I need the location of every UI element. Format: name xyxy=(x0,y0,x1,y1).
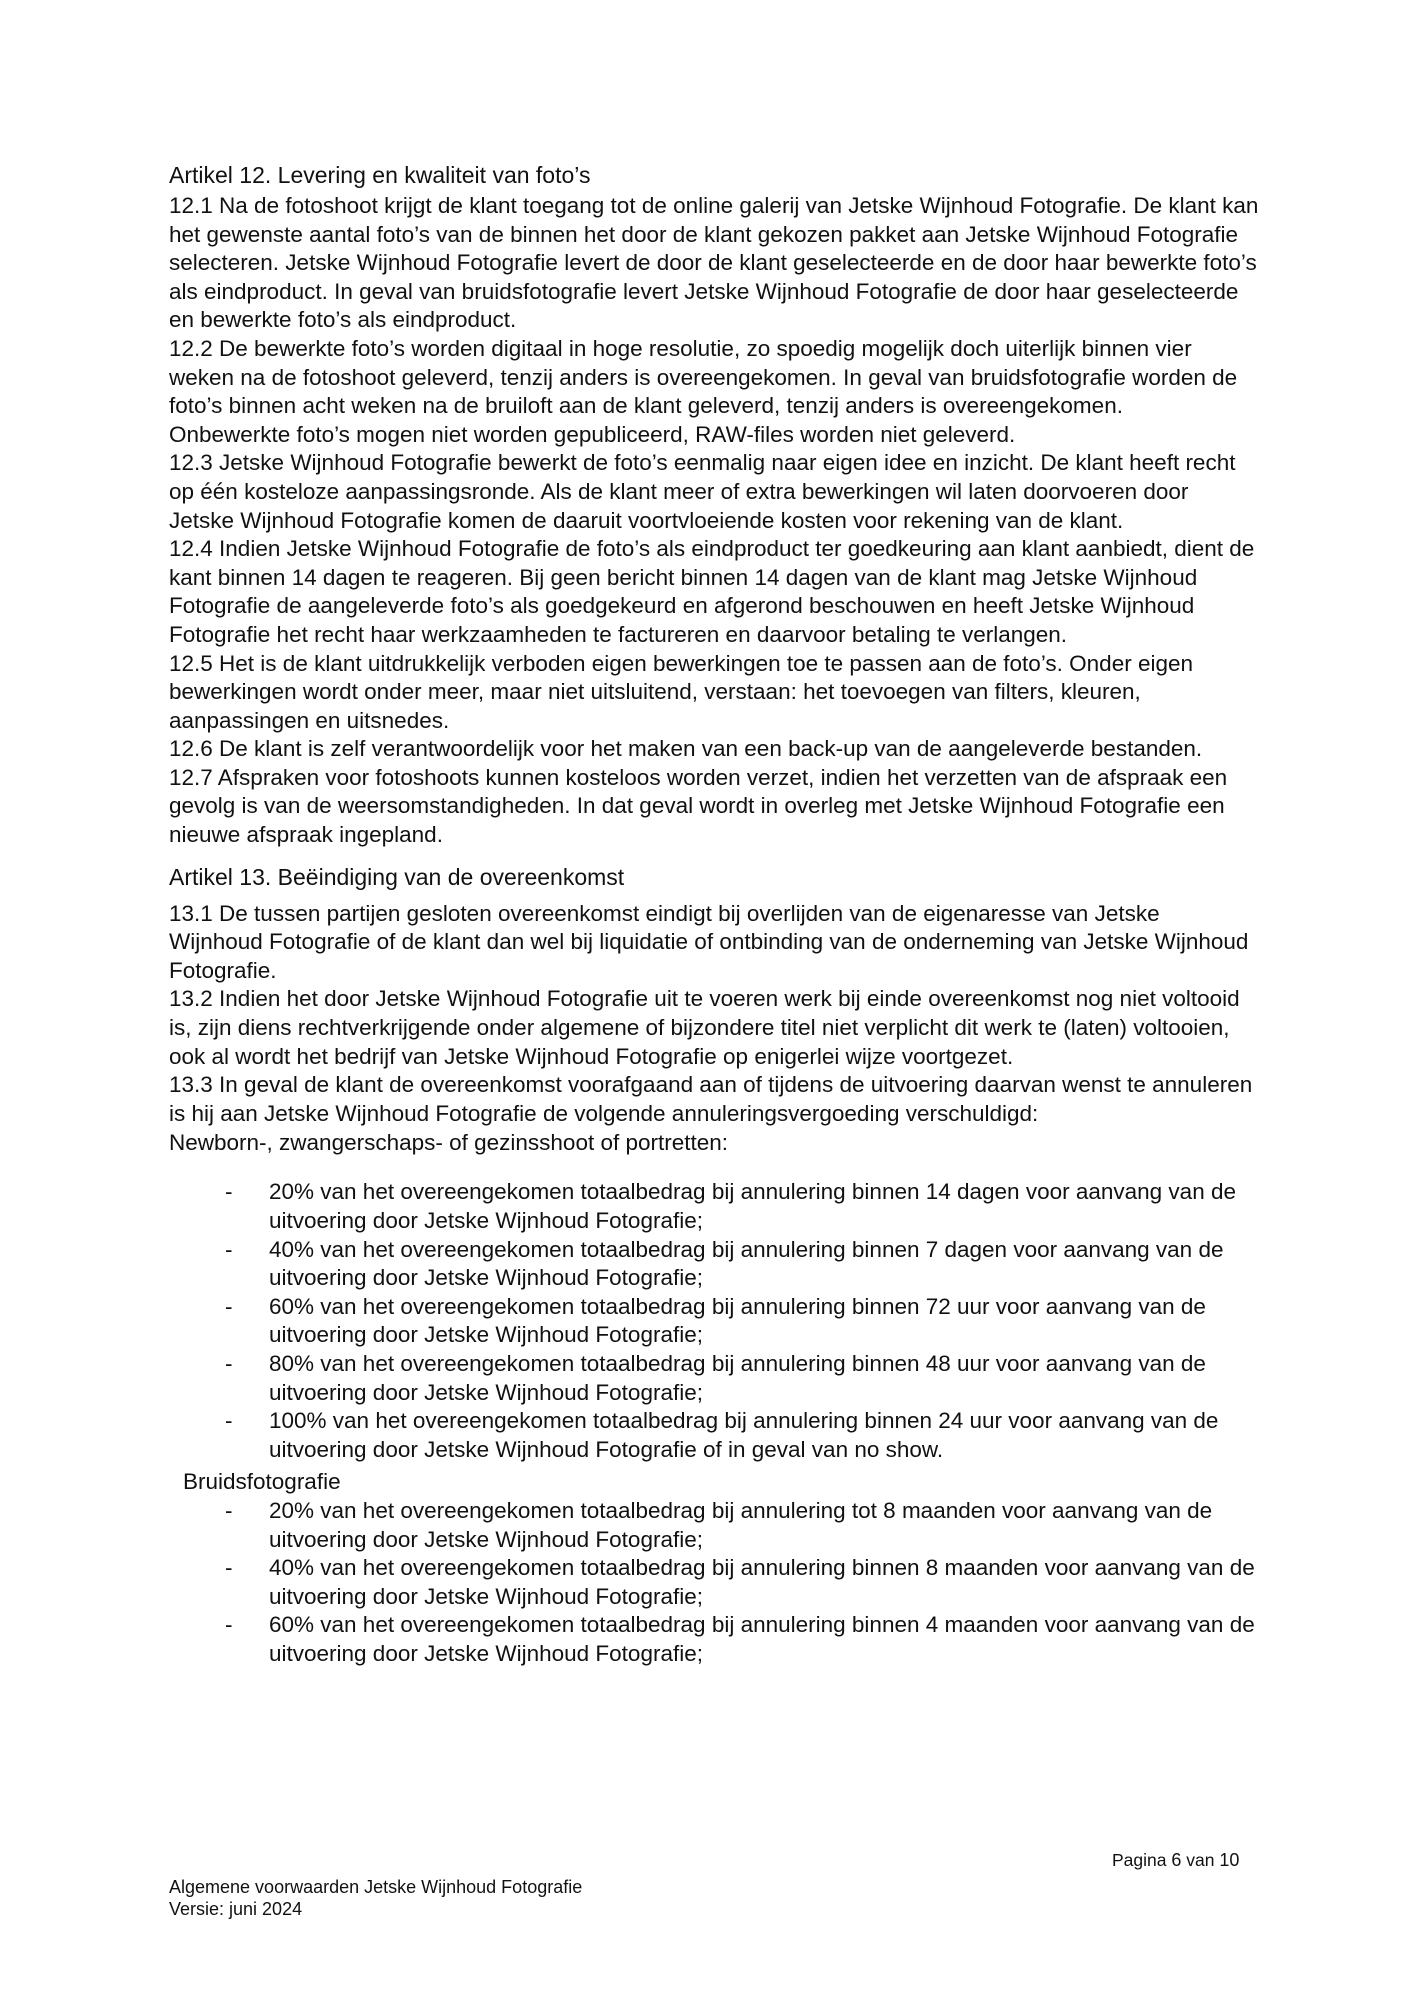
list-item xyxy=(169,1407,1259,1464)
list-item xyxy=(169,1611,1259,1668)
list-item xyxy=(169,1236,1259,1293)
list-item xyxy=(169,1554,1259,1611)
bruidsfotografie-title: Bruidsfotografie xyxy=(183,1469,341,1495)
list-item xyxy=(169,1178,1259,1235)
article-12 xyxy=(169,160,1259,850)
article-12-title: Artikel 12. Levering en kwaliteit van foto’s xyxy=(169,162,591,188)
list-item xyxy=(169,1497,1259,1554)
article-13 xyxy=(169,862,1259,1669)
dash-bullet: - xyxy=(225,1350,233,1376)
total-pages: 10 xyxy=(1219,1850,1240,1870)
newborn-cancellation-list xyxy=(169,1178,1259,1464)
paragraph-13-1: 13.1 De tussen partijen gesloten overeenkomst eindigt bij overlijden van de eigenaresse van Jetske Wijnhoud Fotografie of de klant dan wel bij liquidatie of ontbinding van de onderneming van Jetske Wijnhoud Fotografie. xyxy=(169,900,1249,983)
paragraph-raw-files: Onbewerkte foto’s mogen niet worden gepubliceerd, RAW-files worden niet geleverd. xyxy=(169,421,1016,447)
list-item xyxy=(169,1350,1259,1407)
paragraph-12-1: 12.1 Na de fotoshoot krijgt de klant toegang tot de online galerij van Jetske Wijnhoud Fotografie. De klant kan het gewenste aantal foto’s van de binnen het door de klant gekozen pakket aan Jetske Wijnhoud Fotografie selecteren. Jetske Wijnhoud Fotografie levert de door de klant geselecteerde en de door haar bewerkte foto’s als eindproduct. In geval van bruidsfotografie levert Jetske Wijnhoud Fotografie de door haar geselecteerde en bewerkte foto’s als eindproduct. xyxy=(169,193,1259,333)
paragraph-12-7: 12.7 Afspraken voor fotoshoots kunnen kosteloos worden verzet, indien het verzetten van de afspraak een gevolg is van de weersomstandigheden. In dat geval wordt in overleg met Jetske Wijnhoud Fotografie een nieuwe afspraak ingepland. xyxy=(169,764,1228,848)
page-label: Pagina xyxy=(1112,1850,1167,1870)
list-item-text: 60% van het overeengekomen totaalbedrag bij annulering binnen 72 uur voor aanvang van de uitvoering door Jetske Wijnhoud Fotografie; xyxy=(269,1293,1206,1348)
list-item-text: 40% van het overeengekomen totaalbedrag bij annulering binnen 8 maanden voor aanvang van de uitvoering door Jetske Wijnhoud Fotografie; xyxy=(269,1555,1255,1609)
dash-bullet: - xyxy=(225,1293,233,1319)
paragraph-13-2: 13.2 Indien het door Jetske Wijnhoud Fotografie uit te voeren werk bij einde overeenkomst nog niet voltooid is, zijn diens rechtverkrijgende onder algemene of bijzondere titel niet verplicht dit werk te (laten) voltooien, ook al wordt het bedrijf van Jetske Wijnhoud Fotografie op enigerlei wijze voortgezet. xyxy=(169,986,1240,1069)
dash-bullet: - xyxy=(225,1555,233,1581)
dash-bullet: - xyxy=(225,1408,233,1434)
bruids-cancellation-list xyxy=(169,1497,1259,1669)
current-page: 6 xyxy=(1171,1850,1182,1870)
paragraph-12-2: 12.2 De bewerkte foto’s worden digitaal in hoge resolutie, zo spoedig mogelijk doch uiterlijk binnen vier weken na de fotoshoot geleverd, tenzij anders is overeengekomen. In geval van bruidsfotografie worden de foto’s binnen acht weken na de bruiloft aan de klant geleverd, tenzij anders is overeengekomen. xyxy=(169,335,1238,419)
list-item xyxy=(169,1293,1259,1350)
paragraph-12-6: 12.6 De klant is zelf verantwoordelijk voor het maken van een back-up van de aangeleverde bestanden. xyxy=(169,736,1203,762)
list-item-text: 40% van het overeengekomen totaalbedrag bij annulering binnen 7 dagen voor aanvang van de uitvoering door Jetske Wijnhoud Fotografie; xyxy=(269,1236,1224,1291)
dash-bullet: - xyxy=(225,1236,233,1262)
paragraph-13-3: 13.3 In geval de klant de overeenkomst voorafgaand aan of tijdens de uitvoering daarvan wenst te annuleren is hij aan Jetske Wijnhoud Fotografie de volgende annuleringsvergoeding verschuldigd: xyxy=(169,1072,1253,1126)
list-item-text: 80% van het overeengekomen totaalbedrag bij annulering binnen 48 uur voor aanvang van de uitvoering door Jetske Wijnhoud Fotografie; xyxy=(269,1350,1206,1405)
page-content xyxy=(169,160,1259,1669)
paragraph-12-4: 12.4 Indien Jetske Wijnhoud Fotografie de foto’s als eindproduct ter goedkeuring aan klant aanbiedt, dient de kant binnen 14 dagen te reageren. Bij geen bericht binnen 14 dagen van de klant mag Jetske Wijnhoud Fotografie de aangeleverde foto’s als goedgekeurd en afgerond beschouwen en heeft Jetske Wijnhoud Fotografie het recht haar werkzaamheden te factureren en daarvoor betaling te verlangen. xyxy=(169,536,1255,647)
list-item-text: 100% van het overeengekomen totaalbedrag bij annulering binnen 24 uur voor aanvang van de uitvoering door Jetske Wijnhoud Fotografie of in geval van no show. xyxy=(269,1408,1219,1462)
newborn-title: Newborn-, zwangerschaps- of gezinsshoot of portretten: xyxy=(169,1130,729,1156)
dash-bullet: - xyxy=(225,1179,233,1205)
page-of-label: van xyxy=(1186,1850,1215,1870)
footer-version: Versie: juni 2024 xyxy=(169,1899,303,1919)
list-item-text: 60% van het overeengekomen totaalbedrag bij annulering binnen 4 maanden voor aanvang van de uitvoering door Jetske Wijnhoud Fotografie; xyxy=(269,1612,1255,1666)
page-number xyxy=(1112,1849,1239,1871)
list-item-text: 20% van het overeengekomen totaalbedrag bij annulering binnen 14 dagen voor aanvang van de uitvoering door Jetske Wijnhoud Fotografie; xyxy=(269,1179,1236,1233)
paragraph-12-3: 12.3 Jetske Wijnhoud Fotografie bewerkt de foto’s eenmalig naar eigen idee en inzicht. De klant heeft recht op één kosteloze aanpassingsronde. Als de klant meer of extra bewerkingen wil laten doorvoeren door Jetske Wijnhoud Fotografie komen de daaruit voortvloeiende kosten voor rekening van de klant. xyxy=(169,450,1236,533)
document-footer xyxy=(169,1876,582,1920)
list-item-text: 20% van het overeengekomen totaalbedrag bij annulering tot 8 maanden voor aanvang van de uitvoering door Jetske Wijnhoud Fotografie; xyxy=(269,1497,1213,1552)
footer-title: Algemene voorwaarden Jetske Wijnhoud Fotografie xyxy=(169,1877,583,1897)
dash-bullet: - xyxy=(225,1612,233,1638)
dash-bullet: - xyxy=(225,1497,233,1523)
article-13-title: Artikel 13. Beëindiging van de overeenkomst xyxy=(169,863,625,890)
paragraph-12-5: 12.5 Het is de klant uitdrukkelijk verboden eigen bewerkingen toe te passen aan de foto’s. Onder eigen bewerkingen wordt onder meer, maar niet uitsluitend, verstaan: het toevoegen van filters, kleuren, aanpassingen en uitsnedes. xyxy=(169,650,1194,733)
